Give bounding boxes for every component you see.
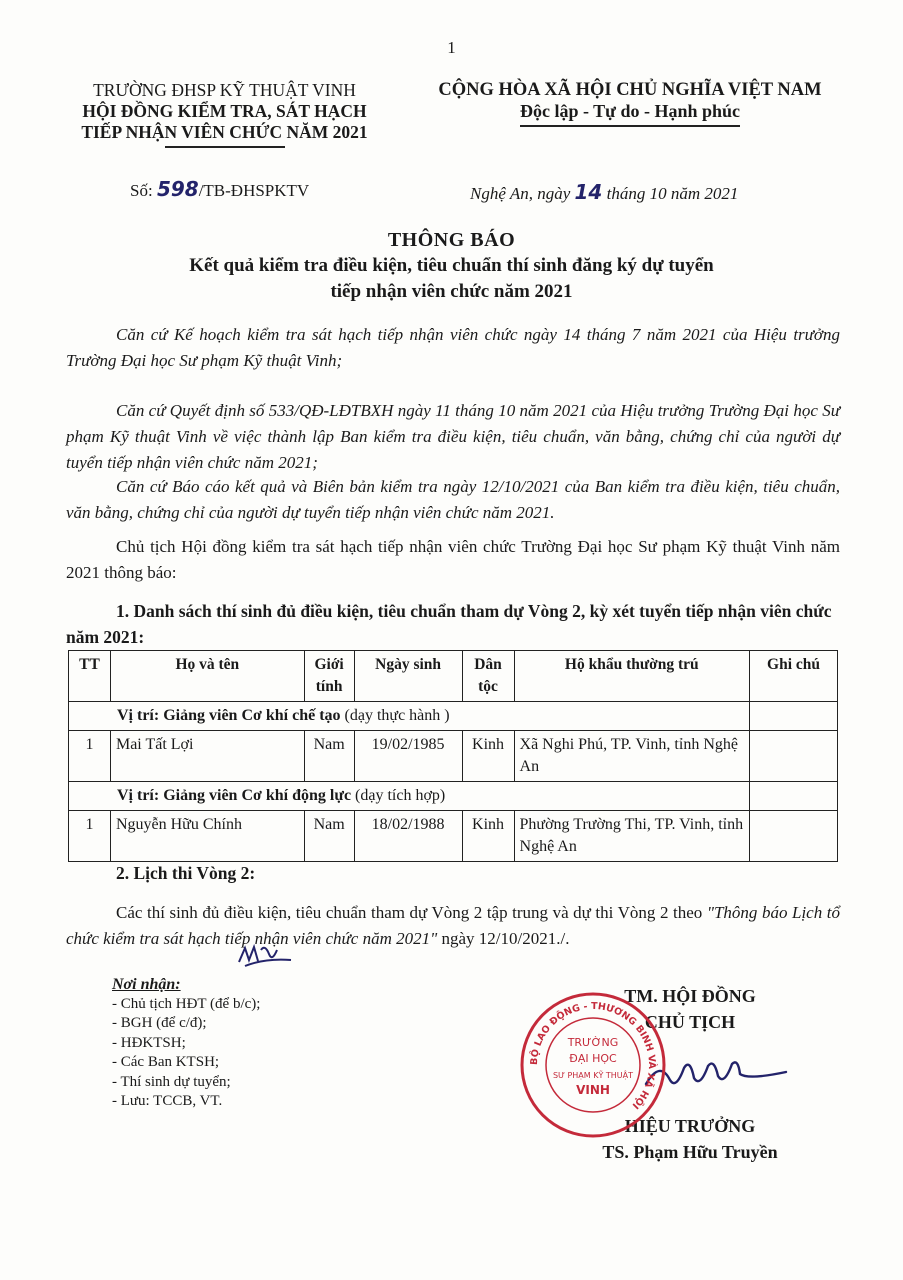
recipients-block <box>112 975 260 1112</box>
signature-line-2: CHỦ TỊCH <box>644 1012 736 1032</box>
cell-name: Mai Tất Lợi <box>110 731 304 782</box>
cell-address: Xã Nghi Phú, TP. Vinh, tỉnh Nghệ An <box>514 731 750 782</box>
position-row <box>69 702 838 731</box>
cell-gender: Nam <box>304 811 354 862</box>
seal-line-4: VINH <box>576 1083 610 1097</box>
national-header <box>410 80 850 127</box>
position-note-cell <box>750 782 838 811</box>
position-row <box>69 782 838 811</box>
intro-paragraph: Chủ tịch Hội đồng kiểm tra sát hạch tiếp nhận viên chức Trường Đại học Sư phạm Kỹ thuật Vinh năm 2021 thông báo: <box>66 537 840 582</box>
position-note: (dạy tích hợp) <box>351 787 446 804</box>
issuer-line-2: HỘI ĐỒNG KIỂM TRA, SÁT HẠCH <box>82 101 367 121</box>
header-note: Ghi chú <box>750 651 838 702</box>
position-label: Vị trí: Giảng viên Cơ khí chế tạo <box>117 707 341 724</box>
table-row <box>69 731 838 782</box>
position-label: Vị trí: Giảng viên Cơ khí động lực <box>117 787 352 804</box>
cell-note <box>750 731 838 782</box>
cell-dob: 18/02/1988 <box>354 811 462 862</box>
document-number-handwritten: 598 <box>156 177 199 201</box>
seal-line-3: SƯ PHẠM KỸ THUẬT <box>552 1071 634 1080</box>
header-address: Hộ khẩu thường trú <box>514 651 750 702</box>
header-dob: Ngày sinh <box>354 651 462 702</box>
schedule-text-2: ngày 12/10/2021./. <box>437 929 570 948</box>
title-line-1: THÔNG BÁO <box>387 229 516 251</box>
recipients-title: Nơi nhận: <box>112 976 181 993</box>
recipient-item: - Lưu: TCCB, VT. <box>112 1093 223 1109</box>
basis-paragraph-3: Căn cứ Báo cáo kết quả và Biên bản kiểm tra ngày 12/10/2021 của Ban kiểm tra điều kiện, tiêu chuẩn, văn bằng, chứng chỉ của người dự tuyển tiếp nhận viên chức năm 2021. <box>66 477 840 522</box>
position-cell <box>69 702 750 731</box>
issuer-header <box>52 80 397 148</box>
issuer-line-1: TRƯỜNG ĐHSP KỸ THUẬT VINH <box>93 80 356 100</box>
cell-ethnicity: Kinh <box>462 731 514 782</box>
recipient-item: - HĐKTSH; <box>112 1034 186 1051</box>
page-number: 1 <box>447 38 456 57</box>
position-note-cell <box>750 702 838 731</box>
table-header-row <box>69 651 838 702</box>
title-line-3: tiếp nhận viên chức năm 2021 <box>330 281 573 302</box>
recipient-item: - Các Ban KTSH; <box>112 1054 220 1070</box>
document-number-prefix: Số: <box>130 181 157 200</box>
document-number <box>130 177 309 201</box>
signature-line-3: HIỆU TRƯỞNG <box>624 1116 756 1136</box>
cell-address: Phường Trường Thi, TP. Vinh, tỉnh Nghệ An <box>514 811 750 862</box>
schedule-paragraph <box>66 900 840 952</box>
candidates-table <box>68 650 838 862</box>
document-title <box>0 227 903 305</box>
date-suffix: tháng 10 năm 2021 <box>602 184 739 203</box>
document-number-suffix: /TB-ĐHSPKTV <box>198 181 310 200</box>
date-day-handwritten: 14 <box>574 180 603 204</box>
section-2-heading: 2. Lịch thi Vòng 2: <box>116 863 256 883</box>
schedule-text-1: Các thí sinh đủ điều kiện, tiêu chuẩn tham dự Vòng 2 tập trung và dự thi Vòng 2 theo <box>116 903 707 922</box>
position-cell <box>69 782 750 811</box>
cell-note <box>750 811 838 862</box>
recipient-item: - Thí sinh dự tuyển; <box>112 1073 231 1090</box>
date-prefix: Nghệ An, ngày <box>470 184 575 203</box>
header-gender: Giới tính <box>304 651 354 702</box>
official-seal <box>518 990 668 1140</box>
seal-line-1: TRƯỜNG <box>567 1036 619 1049</box>
seal-line-2: ĐẠI HỌC <box>569 1052 617 1065</box>
title-line-2: Kết quả kiểm tra điều kiện, tiêu chuẩn thí sinh đăng ký dự tuyển <box>189 255 714 276</box>
cell-tt: 1 <box>69 731 111 782</box>
issuer-line-3: TIẾP NHẬN VIÊN CHỨC NĂM 2021 <box>81 122 368 142</box>
basis-paragraph-2: Căn cứ Quyết định số 533/QĐ-LĐTBXH ngày 11 tháng 10 năm 2021 của Hiệu trưởng Trường Đại học Sư phạm Kỹ thuật Vinh về việc thành lập Ban kiểm tra điều kiện, tiêu chuẩn, văn bằng, chứng chỉ của người dự tuyển tiếp nhận viên chức năm 2021; <box>66 401 840 472</box>
header-ethnicity: Dân tộc <box>462 651 514 702</box>
cell-name: Nguyễn Hữu Chính <box>110 811 304 862</box>
issuer-divider <box>165 146 285 148</box>
recipient-item: - BGH (để c/đ); <box>112 1015 207 1031</box>
table-row <box>69 811 838 862</box>
cell-dob: 19/02/1985 <box>354 731 462 782</box>
position-note: (dạy thực hành ) <box>340 707 450 724</box>
national-divider <box>520 125 740 127</box>
schedule-notice-title: "Thông báo Lịch tổ chức kiểm tra sát hạch tiếp nhận viên chức năm 2021" <box>66 903 840 948</box>
date-line <box>470 180 738 204</box>
national-motto: Độc lập - Tự do - Hạnh phúc <box>519 101 741 121</box>
recipient-item: - Chủ tịch HĐT (để b/c); <box>112 995 261 1012</box>
cell-gender: Nam <box>304 731 354 782</box>
signature-line-1: TM. HỘI ĐỒNG <box>624 986 756 1006</box>
national-title: CỘNG HÒA XÃ HỘI CHỦ NGHĨA VIỆT NAM <box>438 80 822 100</box>
seal-ring-text: BỘ LAO ĐỘNG - THƯƠNG BINH VÀ XÃ HỘI <box>528 1000 658 1111</box>
header-tt: TT <box>69 651 111 702</box>
cell-tt: 1 <box>69 811 111 862</box>
cell-ethnicity: Kinh <box>462 811 514 862</box>
section-1-heading: 1. Danh sách thí sinh đủ điều kiện, tiêu chuẩn tham dự Vòng 2, kỳ xét tuyển tiếp nhận viên chức năm 2021: <box>66 601 832 647</box>
initials-mark <box>235 940 295 970</box>
signer-name: TS. Phạm Hữu Truyền <box>602 1142 778 1162</box>
header-name: Họ và tên <box>110 651 304 702</box>
basis-paragraph-1: Căn cứ Kế hoạch kiểm tra sát hạch tiếp nhận viên chức ngày 14 tháng 7 năm 2021 của Hiệu trưởng Trường Đại học Sư phạm Kỹ thuật Vinh; <box>66 325 840 370</box>
